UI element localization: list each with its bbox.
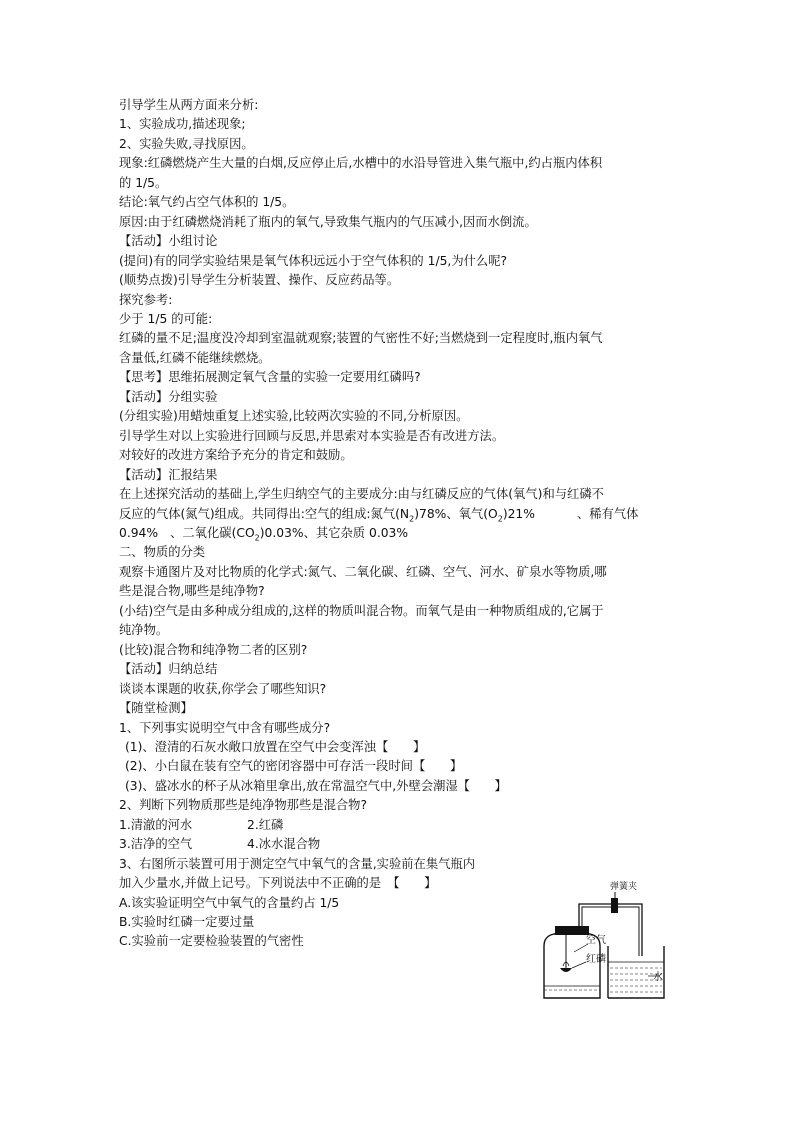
text-line: 的 1/5。	[119, 175, 168, 190]
text-line: 引导学生对以上实验进行回顾与反思,并思索对本实验是否有改进方法。	[119, 428, 505, 443]
question-options-row	[119, 835, 679, 854]
text-run: 、稀有气体	[576, 506, 639, 521]
text-line: 些是混合物,哪些是纯净物?	[119, 584, 265, 599]
answer-option: B.实验时红磷一定要过量	[119, 915, 255, 930]
text-line: 原因:由于红磷燃烧消耗了瓶内的氧气,导致集气瓶内的气压减小,因而水倒流。	[119, 214, 537, 229]
text-run: 、二氧化碳(CO	[170, 525, 255, 540]
text-line: 红磷的量不足;温度没冷却到室温就观察;装置的气密性不好;当燃烧到一定程度时,瓶内氧气	[119, 331, 603, 346]
question-options-row	[119, 816, 679, 835]
label-clamp: 弹簧夹	[610, 882, 638, 892]
text-line: 现象:红磷燃烧产生大量的白烟,反应停止后,水槽中的水沿导管进入集气瓶中,约占瓶内体积	[119, 156, 603, 171]
apparatus-diagram	[536, 876, 666, 1004]
option: 2.红磷	[247, 817, 284, 832]
text-run: )0.03%、其它杂质 0.03%	[259, 525, 409, 540]
subscript: 2	[409, 513, 415, 523]
document-body	[119, 96, 679, 952]
question-item: (1)、澄清的石灰水敞口放置在空气中会变浑浊【 】	[125, 739, 426, 754]
label-phosphorus: 红磷	[586, 954, 606, 965]
question: 2、判断下列物质那些是纯净物那些是混合物?	[119, 798, 367, 813]
answer-option: C.实验前一定要检验装置的气密性	[119, 934, 304, 949]
text-run: 0.94%	[119, 525, 159, 540]
label-air: 空气	[586, 935, 606, 946]
option: 3.洁净的空气	[119, 837, 193, 852]
text-line: 结论:氧气约占空气体积的 1/5。	[119, 195, 295, 210]
section-heading: 【活动】汇报结果	[119, 467, 218, 482]
text-line	[119, 524, 679, 543]
text-line: 探究参考:	[119, 292, 173, 307]
section-heading: 二、物质的分类	[119, 545, 206, 560]
section-heading: 【随堂检测】	[119, 701, 193, 716]
text-line: 1、实验成功,描述现象;	[119, 117, 246, 132]
question-item: (3)、盛冰水的杯子从冰箱里拿出,放在常温空气中,外壁会潮湿【 】	[125, 778, 507, 793]
text-run: )78%、氧气(O	[414, 506, 498, 521]
text-line: 纯净物。	[119, 623, 169, 638]
text-line: 在上述探究活动的基础上,学生归纳空气的主要成分:由与红磷反应的气体(氧气)和与红磷不	[119, 487, 604, 502]
text-line: 对较好的改进方案给予充分的肯定和鼓励。	[119, 448, 353, 463]
subscript: 2	[497, 513, 503, 523]
text-line: (比较)混合物和纯净物二者的区别?	[119, 642, 308, 657]
section-heading: 【活动】归纳总结	[119, 662, 218, 677]
section-heading: 【活动】分组实验	[119, 389, 218, 404]
text-line: 2、实验失败,寻找原因。	[119, 136, 254, 151]
apparatus-figure	[536, 876, 666, 1004]
text-line: (顺势点拨)引导学生分析装置、操作、反应药品等。	[119, 273, 400, 288]
section-heading: 【思考】思维拓展测定氧气含量的实验一定要用红磷吗?	[119, 370, 421, 385]
question: 1、下列事实说明空气中含有哪些成分?	[119, 720, 331, 735]
text-line: 含量低,红磷不能继续燃烧。	[119, 350, 271, 365]
text-line: 观察卡通图片及对比物质的化学式:氮气、二氧化碳、红磷、空气、河水、矿泉水等物质,哪	[119, 564, 607, 579]
label-water: 水	[653, 972, 663, 983]
option: 4.冰水混合物	[247, 837, 321, 852]
question-item: (2)、小白鼠在装有空气的密闭容器中可存活一段时间【 】	[125, 759, 463, 774]
option: 1.清澈的河水	[119, 817, 193, 832]
section-heading: 【活动】小组讨论	[119, 234, 218, 249]
answer-option: A.该实验证明空气中氧气的含量约占 1/5	[119, 895, 340, 910]
text-line: 引导学生从两方面来分析:	[119, 98, 259, 112]
text-run: )21%	[502, 506, 535, 521]
question: 加入少量水,并做上记号。下列说法中不正确的是 【 】	[119, 876, 437, 891]
question: 3、右图所示装置可用于测定空气中氧气的含量,实验前在集气瓶内	[119, 856, 476, 871]
text-line: (提问)有的同学实验结果是氧气体积远远小于空气体积的 1/5,为什么呢?	[119, 253, 508, 268]
text-line: (分组实验)用蜡烛重复上述实验,比较两次实验的不同,分析原因。	[119, 409, 469, 424]
subscript: 2	[254, 533, 260, 543]
text-line: 谈谈本课题的收获,你学会了哪些知识?	[119, 681, 327, 696]
text-line: (小结)空气是由多种成分组成的,这样的物质叫混合物。而氧气是由一种物质组成的,它属于	[119, 603, 604, 618]
text-line: 少于 1/5 的可能:	[119, 311, 213, 326]
text-line	[119, 505, 679, 524]
text-run: 反应的气体(氮气)组成。共同得出:空气的组成:氮气(N	[119, 506, 410, 521]
